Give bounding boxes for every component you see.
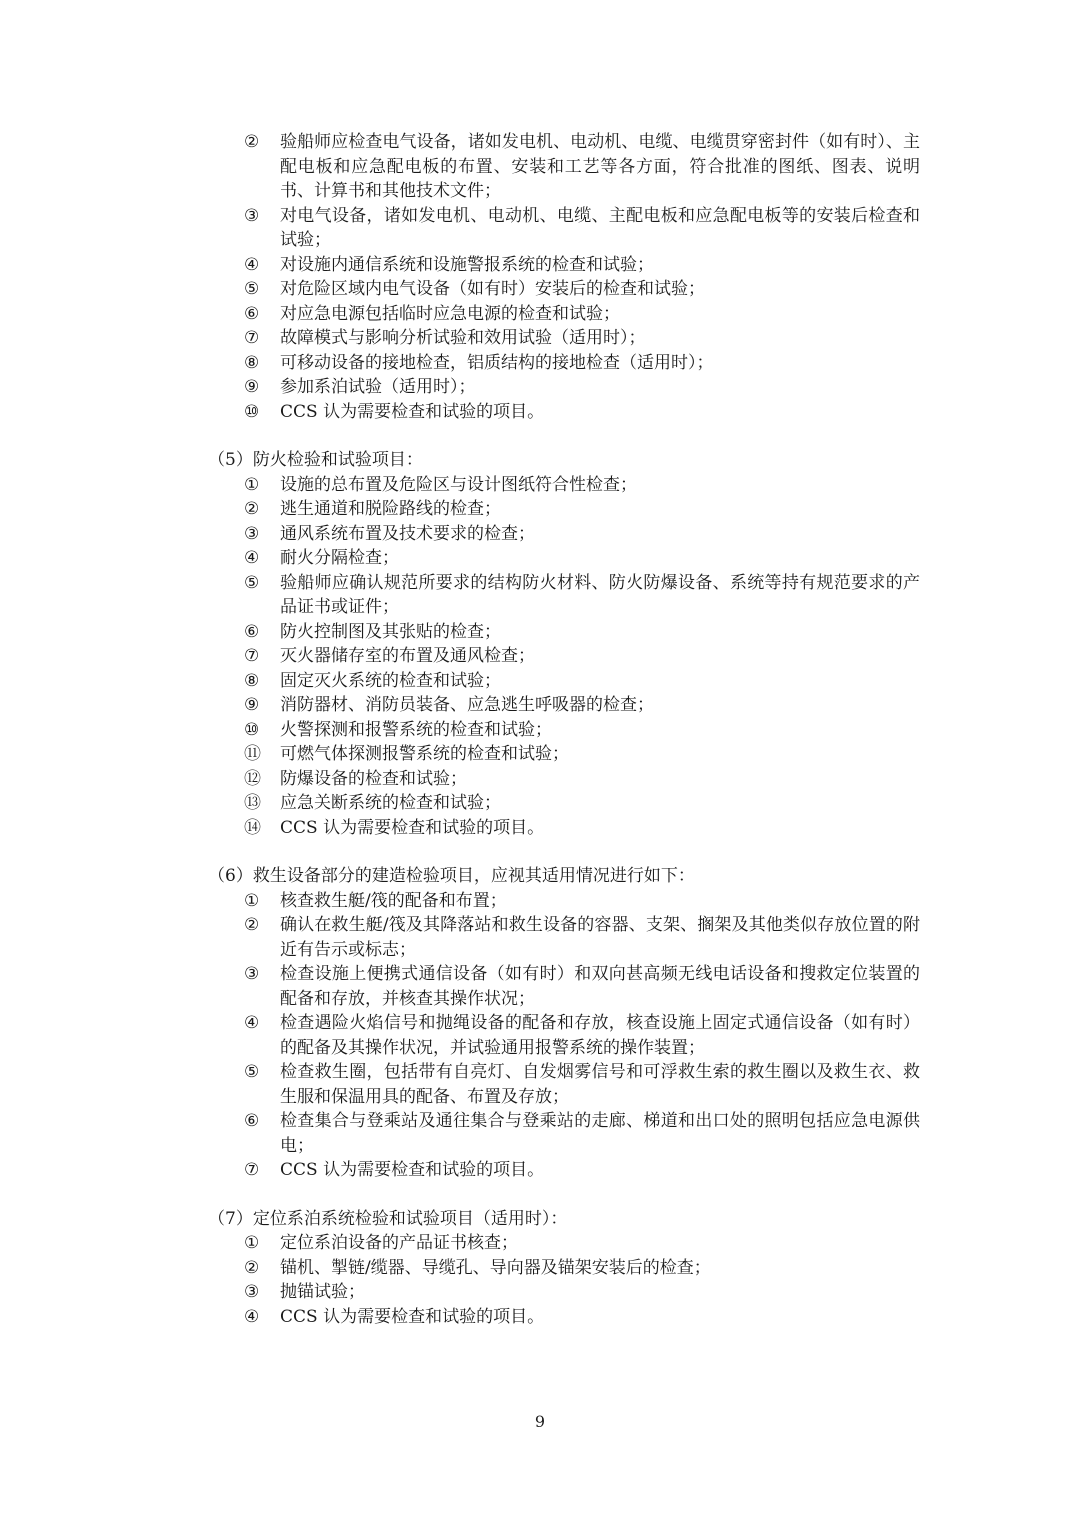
item-text: 防火控制图及其张贴的检查；: [280, 621, 501, 642]
item-number: ①: [244, 474, 260, 495]
list-item: [208, 767, 920, 792]
item-text: 检查遇险火焰信号和抛绳设备的配备和存放，核查设施上固定式通信设备（如有时）的配备及其操作状况，并试验通用报警系统的操作装置；: [280, 1013, 920, 1058]
list-item: [208, 1256, 920, 1281]
list-item: [208, 889, 920, 914]
item-text: 验船师应检查电气设备，诸如发电机、电动机、电缆、电缆贯穿密封件（如有时）、主配电板和应急配电板的布置、安装和工艺等各方面，符合批准的图纸、图表、说明书、计算书和其他技术文件；: [280, 132, 920, 201]
item-number: ⑥: [244, 303, 260, 324]
item-number: ⑦: [244, 328, 260, 348]
list-item: [208, 644, 920, 669]
item-number: ②: [244, 499, 260, 519]
list-item: [208, 522, 920, 547]
section-fire-protection: [208, 448, 920, 840]
item-text: 耐火分隔检查；: [280, 548, 399, 568]
item-number: ⑦: [244, 1160, 260, 1180]
list-item: [208, 546, 920, 571]
list-item: [208, 571, 920, 620]
list-item: [208, 962, 920, 1011]
list-item: [208, 693, 920, 718]
list-item: [208, 1280, 920, 1305]
list-item: [208, 816, 920, 841]
item-text: 核查救生艇/筏的配备和布置；: [280, 890, 507, 911]
item-text: 故障模式与影响分析试验和效用试验（适用时）；: [280, 328, 646, 348]
item-text: 对应急电源包括临时应急电源的检查和试验；: [280, 303, 620, 324]
item-text: 可移动设备的接地检查，铝质结构的接地检查（适用时）；: [280, 352, 714, 373]
page-content: [208, 130, 920, 1353]
list-item: [208, 1109, 920, 1158]
item-number: ①: [244, 1233, 260, 1253]
item-number: ⑨: [244, 377, 260, 397]
list-item: [208, 913, 920, 962]
item-text: 应急关断系统的检查和试验；: [280, 793, 501, 813]
item-number: ③: [244, 205, 260, 226]
item-number: ②: [244, 1257, 260, 1278]
item-text: 对电气设备，诸如发电机、电动机、电缆、主配电板和应急配电板等的安装后检查和试验；: [280, 205, 920, 250]
item-number: ⑭: [244, 817, 261, 838]
item-text: 检查集合与登乘站及通往集合与登乘站的走廊、梯道和出口处的照明包括应急电源供电；: [280, 1111, 920, 1156]
item-number: ⑥: [244, 621, 260, 642]
item-text: 可燃气体探测报警系统的检查和试验；: [280, 744, 569, 764]
item-number: ⑩: [244, 401, 260, 422]
item-text: 灭火器储存室的布置及通风检查；: [280, 646, 535, 666]
section-mooring-system: [208, 1207, 920, 1330]
list-item: [208, 1305, 920, 1330]
list-item: [208, 1158, 920, 1183]
item-number: ⑤: [244, 279, 260, 299]
item-text: 确认在救生艇/筏及其降落站和救生设备的容器、支架、搁架及其他类似存放位置的附近有告示或标志；: [280, 915, 920, 960]
list-item: [208, 277, 920, 302]
item-number: ④: [244, 1306, 260, 1327]
list-item: [208, 1011, 920, 1060]
item-number: ④: [244, 548, 260, 568]
item-number: ③: [244, 1282, 260, 1302]
list-item: [208, 351, 920, 376]
section-heading: （7）定位系泊系统检验和试验项目（适用时）：: [208, 1208, 568, 1229]
list-item: [208, 1231, 920, 1256]
item-number: ④: [244, 1013, 260, 1033]
list-item: [208, 375, 920, 400]
item-text: 检查设施上便携式通信设备（如有时）和双向甚高频无线电话设备和搜救定位装置的配备和存放，并核查其操作状况；: [280, 964, 920, 1009]
item-text: 设施的总布置及危险区与设计图纸符合性检查；: [280, 474, 637, 495]
item-number: ⑨: [244, 695, 260, 715]
section-heading: （6）救生设备部分的建造检验项目，应视其适用情况进行如下：: [208, 866, 695, 886]
section-life-saving: [208, 864, 920, 1183]
list-item: [208, 718, 920, 743]
list-item: [208, 326, 920, 351]
list-item: [208, 253, 920, 278]
item-number: ⑧: [244, 670, 260, 691]
item-text: 参加系泊试验（适用时）；: [280, 377, 476, 397]
list-item: [208, 400, 920, 425]
item-number: ⑥: [244, 1111, 260, 1131]
list-item: [208, 742, 920, 767]
item-number: ⑧: [244, 352, 260, 373]
item-number: ⑬: [244, 793, 261, 813]
page-number: 9: [534, 1412, 546, 1431]
item-number: ⑤: [244, 572, 260, 593]
item-text: 对设施内通信系统和设施警报系统的检查和试验；: [280, 254, 654, 275]
item-number: ①: [244, 890, 260, 911]
item-number: ③: [244, 964, 260, 984]
section-heading: （5）防火检验和试验项目：: [208, 450, 423, 470]
item-number: ⑤: [244, 1062, 260, 1082]
list-item: [208, 1060, 920, 1109]
item-number: ⑩: [244, 719, 260, 740]
item-number: ⑦: [244, 646, 260, 666]
item-text: 逃生通道和脱险路线的检查；: [280, 499, 501, 519]
section-electrical-continued: [208, 130, 920, 424]
list-item: [208, 669, 920, 694]
item-number: ②: [244, 915, 260, 935]
item-number: ②: [244, 132, 260, 152]
item-text: 防爆设备的检查和试验；: [280, 768, 467, 789]
list-item: [208, 791, 920, 816]
list-item: [208, 302, 920, 327]
item-text: 验船师应确认规范所要求的结构防火材料、防火防爆设备、系统等持有规范要求的产品证书或证件；: [280, 572, 920, 617]
item-number: ⑫: [244, 768, 261, 789]
item-text: CCS 认为需要检查和试验的项目。: [280, 1306, 545, 1327]
item-number: ④: [244, 254, 260, 275]
item-text: CCS 认为需要检查和试验的项目。: [280, 817, 545, 838]
item-text: 消防器材、消防员装备、应急逃生呼吸器的检查；: [280, 695, 654, 715]
list-item: [208, 620, 920, 645]
item-number: ⑪: [244, 744, 261, 764]
item-text: 通风系统布置及技术要求的检查；: [280, 523, 535, 544]
list-item: [208, 497, 920, 522]
list-item: [208, 204, 920, 253]
item-text: CCS 认为需要检查和试验的项目。: [280, 1160, 545, 1180]
item-text: 定位系泊设备的产品证书核查；: [280, 1233, 518, 1253]
item-text: 固定灭火系统的检查和试验；: [280, 670, 501, 691]
item-text: CCS 认为需要检查和试验的项目。: [280, 401, 545, 422]
item-number: ③: [244, 523, 260, 544]
item-text: 火警探测和报警系统的检查和试验；: [280, 719, 552, 740]
item-text: 抛锚试验；: [280, 1282, 365, 1302]
item-text: 对危险区域内电气设备（如有时）安装后的检查和试验；: [280, 279, 705, 299]
list-item: [208, 130, 920, 204]
item-text: 检查救生圈，包括带有自亮灯、自发烟雾信号和可浮救生索的救生圈以及救生衣、救生服和保温用具的配备、布置及存放；: [280, 1062, 920, 1107]
list-item: [208, 473, 920, 498]
item-text: 锚机、掣链/缆器、导缆孔、导向器及锚架安装后的检查；: [280, 1257, 711, 1278]
